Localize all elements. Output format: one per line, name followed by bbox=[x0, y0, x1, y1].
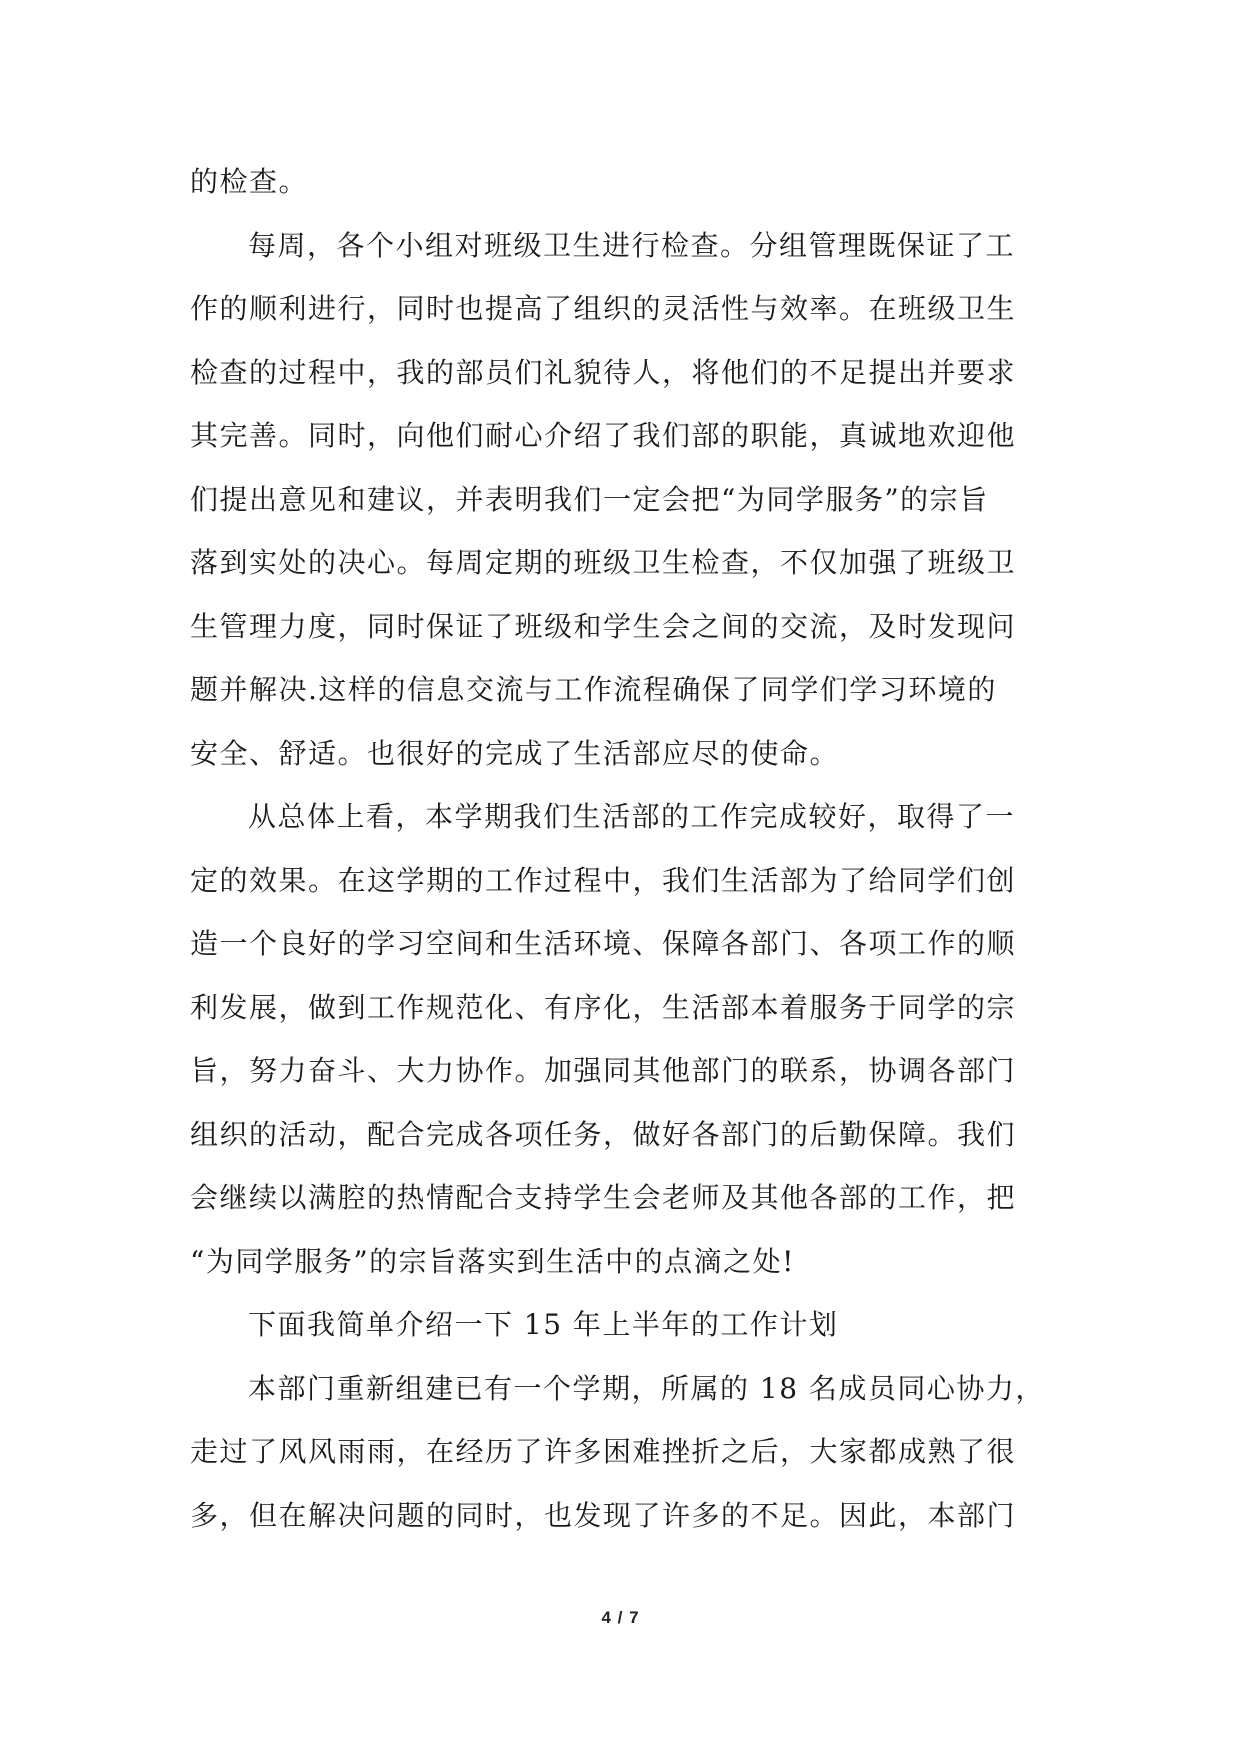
text-line: 落到实处的决心。每周定期的班级卫生检查，不仅加强了班级卫 bbox=[190, 546, 1017, 579]
text-line: 下面我简单介绍一下 15 年上半年的工作计划 bbox=[248, 1308, 839, 1341]
page-number: 4 / 7 bbox=[601, 1608, 640, 1627]
text-line: 每周，各个小组对班级卫生进行检查。分组管理既保证了工 bbox=[248, 228, 1016, 262]
text-line: 走过了风风雨雨，在经历了许多困难挫折之后，大家都成熟了很 bbox=[190, 1435, 1017, 1468]
text-line: 其完善。同时，向他们耐心介绍了我们部的职能，真诚地欢迎他 bbox=[190, 419, 1017, 452]
text-line: 本部门重新组建已有一个学期，所属的 18 名成员同心协力， bbox=[248, 1371, 1045, 1405]
paragraph-5 bbox=[190, 1357, 1052, 1548]
text-line: 造一个良好的学习空间和生活环境、保障各部门、各项工作的顺 bbox=[190, 927, 1017, 960]
text-line: 旨，努力奋斗、大力协作。加强同其他部门的联系，协调各部门 bbox=[190, 1054, 1017, 1087]
text-line: 作的顺利进行，同时也提高了组织的灵活性与效率。在班级卫生 bbox=[190, 292, 1017, 325]
text-line: 会继续以满腔的热情配合支持学生会老师及其他各部的工作，把 bbox=[190, 1181, 1017, 1214]
text-line: 定的效果。在这学期的工作过程中，我们生活部为了给同学们创 bbox=[190, 863, 1017, 897]
text-line: 多，但在解决问题的同时，也发现了许多的不足。因此，本部门 bbox=[190, 1498, 1017, 1532]
paragraph-1 bbox=[190, 150, 1052, 214]
text-line: 检查的过程中，我的部员们礼貌待人，将他们的不足提出并要求 bbox=[190, 355, 1017, 389]
text-line: 组织的活动，配合完成各项任务，做好各部门的后勤保障。我们 bbox=[190, 1117, 1017, 1151]
text-line: “为同学服务”的宗旨落实到生活中的点滴之处! bbox=[190, 1244, 795, 1278]
paragraph-4 bbox=[190, 1293, 1052, 1357]
paragraph-3 bbox=[190, 785, 1052, 1293]
paragraph-2 bbox=[190, 214, 1052, 786]
text-line: 从总体上看，本学期我们生活部的工作完成较好，取得了一 bbox=[248, 800, 1016, 833]
text-line: 的检查。 bbox=[190, 165, 309, 198]
text-line: 利发展，做到工作规范化、有序化，生活部本着服务于同学的宗 bbox=[190, 990, 1017, 1024]
document-body bbox=[190, 150, 1052, 1547]
text-line: 安全、舒适。也很好的完成了生活部应尽的使命。 bbox=[190, 736, 840, 770]
text-line: 们提出意见和建议，并表明我们一定会把“为同学服务”的宗旨 bbox=[190, 482, 989, 516]
text-line: 生管理力度，同时保证了班级和学生会之间的交流，及时发现问 bbox=[190, 609, 1017, 643]
text-line: 题并解决.这样的信息交流与工作流程确保了同学们学习环境的 bbox=[190, 673, 997, 706]
